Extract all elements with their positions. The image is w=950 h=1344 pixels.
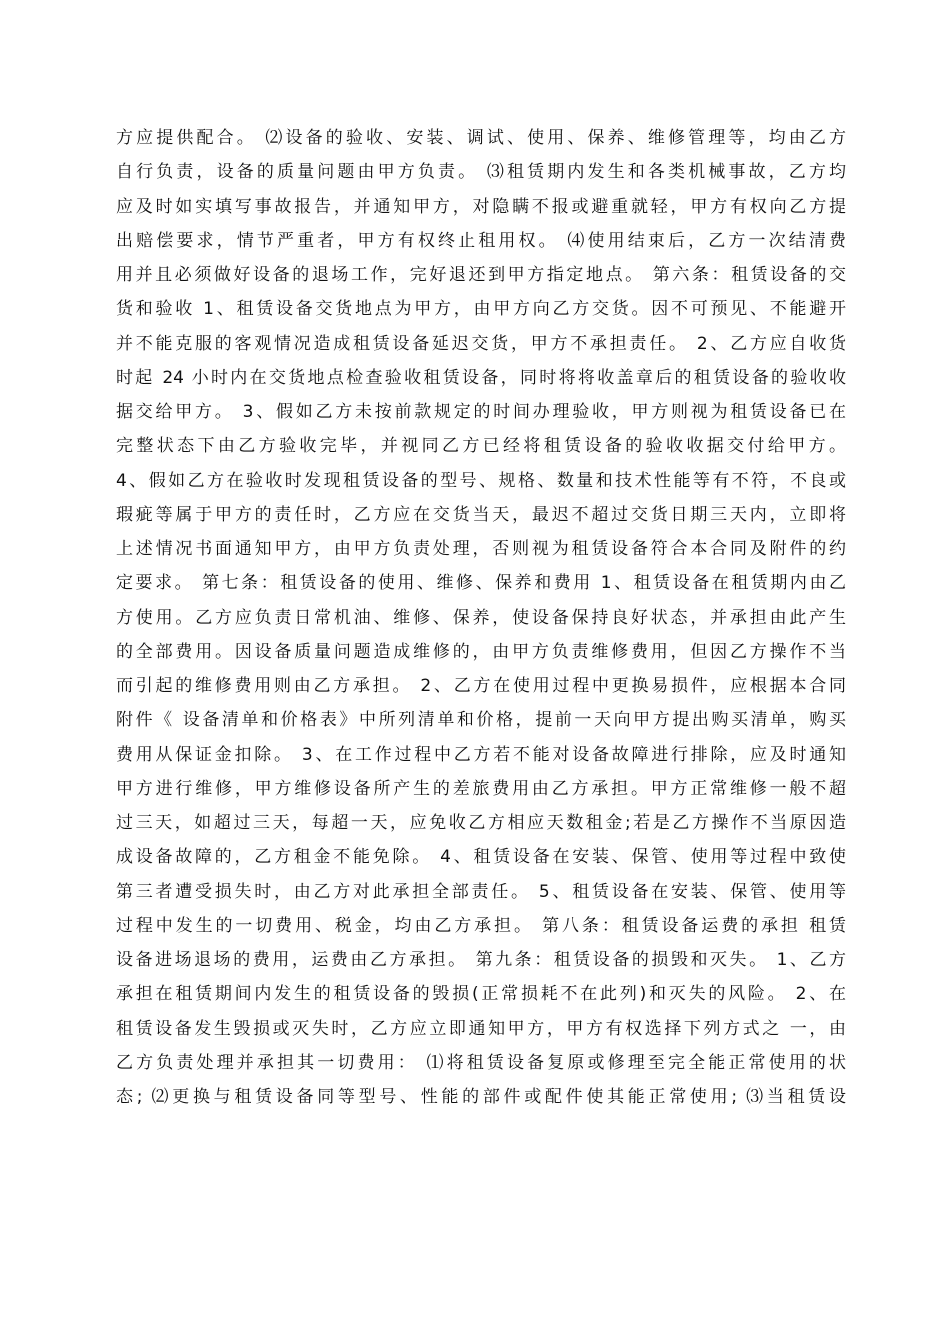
text-line: 租赁设备发生毁损或灭失时，乙方应立即通知甲方，甲方有权选择下列方式之 一，由 (116, 1018, 846, 1039)
text-line: 方使用。乙方应负责日常机油、维修、保养，使设备保持良好状态，并承担由此产生 (116, 607, 846, 628)
text-line: 4、假如乙方在验收时发现租赁设备的型号、规格、数量和技术性能等有不符，不良或 (116, 470, 846, 491)
text-line: 方应提供配合。 ⑵设备的验收、安装、调试、使用、保养、维修管理等，均由乙方 (116, 128, 846, 148)
text-line: 的全部费用。因设备质量问题造成维修的，由甲方负责维修费用，但因乙方操作不当 (116, 641, 846, 662)
text-line: 货和验收 1、租赁设备交货地点为甲方，由甲方向乙方交货。因不可预见、不能避开 (116, 299, 846, 320)
text-line: 乙方负责处理并承担其一切费用： ⑴将租赁设备复原或修理至完全能正常使用的状 (116, 1052, 846, 1073)
text-line: 成设备故障的，乙方租金不能免除。 4、租赁设备在安装、保管、使用等过程中致使 (116, 847, 846, 868)
text-line: 而引起的维修费用则由乙方承担。 2、乙方在使用过程中更换易损件，应根据本合同 (116, 676, 846, 696)
text-line: 上述情况书面通知甲方，由甲方负责处理，否则视为租赁设备符合本合同及附件的约 (116, 539, 846, 559)
text-line: 设备进场退场的费用，运费由乙方承担。 第九条：租赁设备的损毁和灭失。 1、乙方 (116, 950, 846, 970)
text-line: 瑕疵等属于甲方的责任时，乙方应在交货当天，最迟不超过交货日期三天内，立即将 (116, 504, 846, 525)
text-line: 自行负责，设备的质量问题由甲方负责。 ⑶租赁期内发生和各类机械事故，乙方均 (116, 162, 846, 183)
text-line: 出赔偿要求，情节严重者，甲方有权终止租用权。 ⑷使用结束后，乙方一次结清费 (116, 230, 846, 251)
text-line: 用并且必须做好设备的退场工作，完好退还到甲方指定地点。 第六条：租赁设备的交 (116, 265, 846, 285)
text-line: 过三天，如超过三天，每超一天，应免收乙方相应天数租金;若是乙方操作不当原因造 (116, 813, 846, 833)
contract-body-text (116, 121, 846, 1114)
text-line: 应及时如实填写事故报告，并通知甲方，对隐瞒不报或避重就轻，甲方有权向乙方提 (116, 196, 846, 217)
text-line: 甲方进行维修，甲方维修设备所产生的差旅费用由乙方承担。甲方正常维修一般不超 (116, 778, 846, 799)
text-line: 费用从保证金扣除。 3、在工作过程中乙方若不能对设备故障进行排除，应及时通知 (116, 744, 846, 765)
text-line: 附件《 设备清单和价格表》中所列清单和价格，提前一天向甲方提出购买清单，购买 (116, 710, 846, 731)
text-line: 态; ⑵更换与租赁设备同等型号、性能的部件或配件使其能正常使用; ⑶当租赁设 (116, 1087, 846, 1107)
text-line: 完整状态下由乙方验收完毕，并视同乙方已经将租赁设备的验收收据交付给甲方。 (116, 436, 846, 457)
text-line: 承担在租赁期间内发生的租赁设备的毁损(正常损耗不在此列)和灭失的风险。 2、在 (116, 984, 846, 1005)
text-line: 过程中发生的一切费用、税金，均由乙方承担。 第八条：租赁设备运费的承担 租赁 (116, 915, 846, 936)
text-line: 时起 24 小时内在交货地点检查验收租赁设备，同时将将收盖章后的租赁设备的验收收 (116, 367, 846, 388)
text-line: 第三者遭受损失时，由乙方对此承担全部责任。 5、租赁设备在安装、保管、使用等 (116, 881, 846, 902)
text-line: 据交给甲方。 3、假如乙方未按前款规定的时间办理验收，甲方则视为租赁设备已在 (116, 402, 846, 422)
text-line: 定要求。 第七条：租赁设备的使用、维修、保养和费用 1、租赁设备在租赁期内由乙 (116, 573, 846, 594)
text-line: 并不能克服的客观情况造成租赁设备延迟交货，甲方不承担责任。 2、乙方应自收货 (116, 333, 846, 354)
